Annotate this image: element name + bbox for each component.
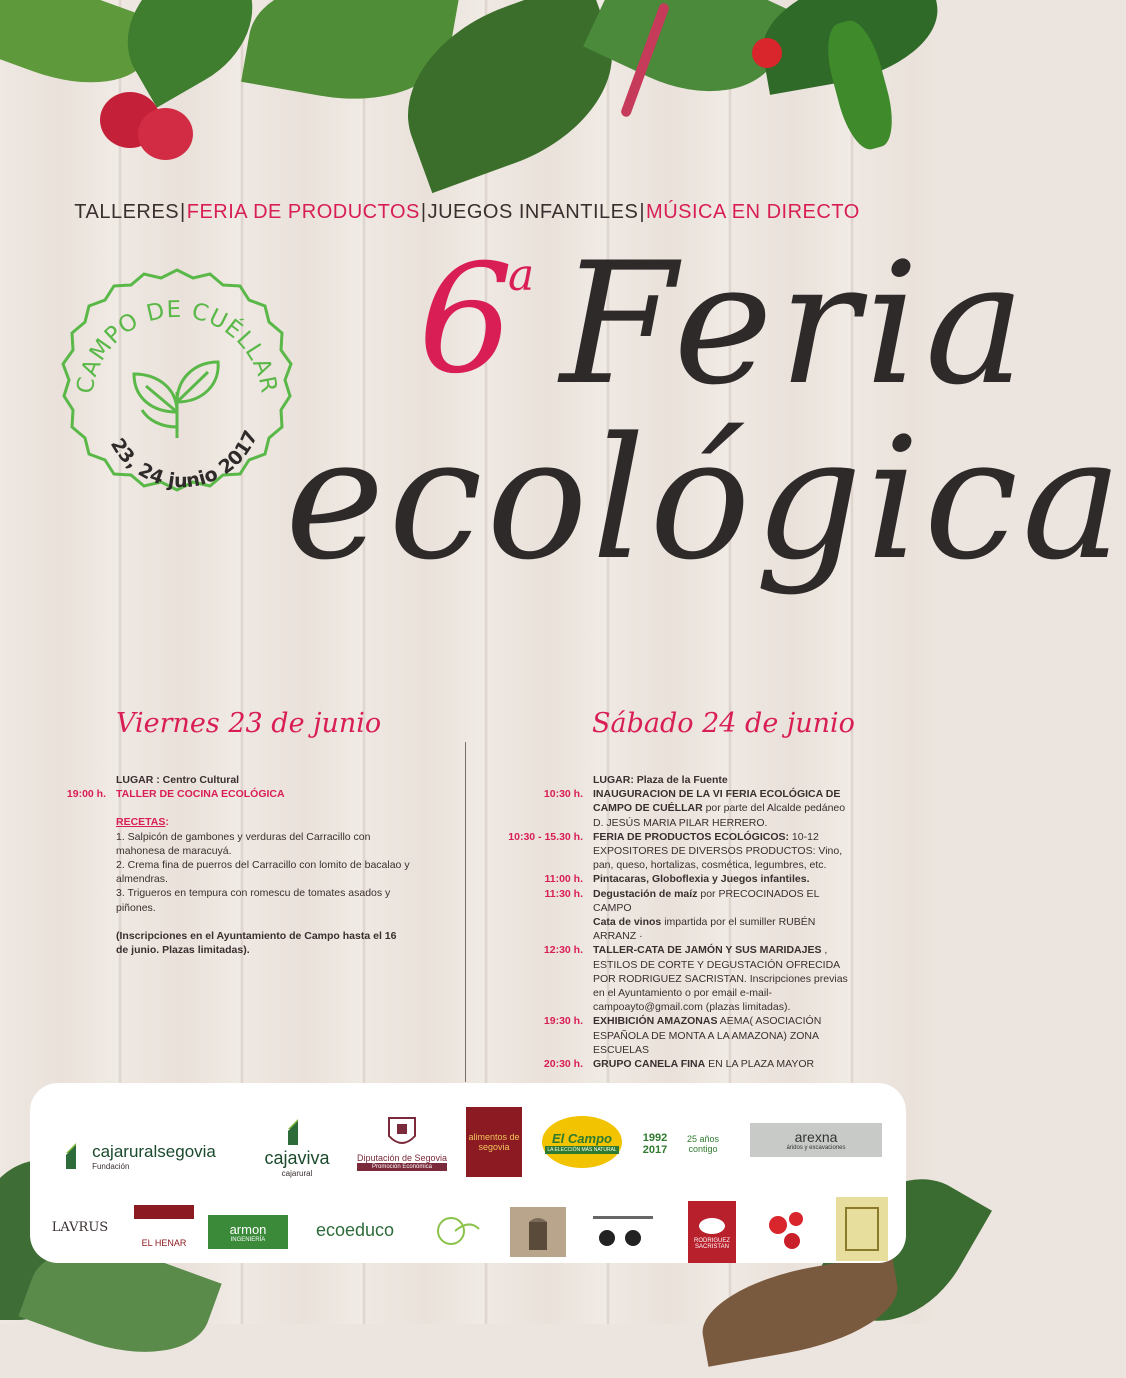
recipes-label: RECETAS xyxy=(116,816,166,829)
sponsor-alimentos-logo xyxy=(466,1107,522,1177)
sponsor-sub: Promoción Económica xyxy=(357,1163,447,1171)
event-time: 20:30 h. xyxy=(543,1058,583,1071)
event-text: EN LA PLAZA MAYOR xyxy=(705,1058,815,1071)
sponsor-name: cajaruralsegovia xyxy=(92,1141,216,1161)
sponsor-sub: 25 años contigo xyxy=(686,1134,720,1154)
sponsor-name: 1992 2017 xyxy=(642,1132,668,1156)
title-ordinal: a xyxy=(508,250,535,301)
chickens-icon xyxy=(583,1212,663,1252)
campo-de-cuellar-stamp xyxy=(46,262,308,524)
friday-heading: Viernes 23 de junio xyxy=(116,708,382,739)
saturday-event-row xyxy=(543,943,855,1014)
sponsor-rodriguez-logo xyxy=(688,1201,736,1263)
sponsor-label-logo xyxy=(836,1197,888,1261)
leaf-circle-icon xyxy=(433,1213,483,1249)
sponsor-name: Diputación de Segovia xyxy=(356,1152,448,1163)
taglines xyxy=(0,201,934,224)
tagline-separator: | xyxy=(420,201,427,223)
friday-event: TALLER DE COCINA ECOLÓGICA xyxy=(116,788,285,801)
sponsor-chicken-logo xyxy=(578,1207,668,1257)
event-text: por PRECOCINADOS EL CAMPO xyxy=(593,887,820,914)
tagline-separator: | xyxy=(639,201,646,223)
saturday-events xyxy=(508,787,855,1071)
event-text: AEMA( ASOCIACIÓN ESPAÑOLA DE MONTA A LA AMAZONA) ZONA ESCUELAS xyxy=(593,1015,822,1056)
title-line-1: Feria xyxy=(560,226,1031,422)
friday-time: 19:00 h. xyxy=(66,788,106,801)
event-title: Pintacaras, Globoflexia y Juegos infantiles. xyxy=(593,873,810,886)
event-time: 11:30 h. xyxy=(544,887,583,900)
coat-of-arms-icon xyxy=(387,1116,417,1150)
saturday-event-row xyxy=(543,787,855,830)
event-time: 10:30 h. xyxy=(543,788,583,801)
sponsor-poppies-photo xyxy=(758,1203,814,1259)
friday-location: LUGAR : Centro Cultural xyxy=(116,774,240,786)
sponsor-name: alimentos de segovia xyxy=(468,1132,520,1152)
poppies-icon xyxy=(758,1203,814,1259)
event-title: Cata de vinos xyxy=(593,916,662,929)
event-title: Degustación de maíz xyxy=(593,887,698,900)
saturday-heading: Sábado 24 de junio xyxy=(592,708,855,739)
saturday-event-row xyxy=(508,830,855,873)
tagline-juegos: JUEGOS INFANTILES xyxy=(427,201,639,223)
sponsor-name: EL HENAR xyxy=(141,1238,187,1248)
sponsor-name: RODRIGUEZ SACRISTAN xyxy=(694,1238,730,1250)
stamp-dates-text: 23, 24 junio 2017 xyxy=(106,427,263,493)
sponsor-sub: INGENIERÍA xyxy=(230,1236,266,1243)
sponsor-elhenar-logo xyxy=(134,1205,194,1267)
event-text: por parte del Alcalde pedáneo D. JESÚS MARIA PILAR HERRERO. xyxy=(593,802,846,829)
event-title: GRUPO CANELA FINA xyxy=(593,1058,706,1071)
title-edition-number: 6 xyxy=(418,233,514,407)
recipe-item: 1. Salpicón de gambones y verduras del Carracillo con mahonesa de maracuyá. xyxy=(116,830,371,857)
sponsor-elcampo-logo xyxy=(540,1111,624,1173)
event-text: impartida por el sumiller RUBÉN ARRANZ · xyxy=(593,916,816,943)
svg-text:23, 24 junio 2017 xyxy=(106,427,262,492)
sponsor-cajaviva-logo xyxy=(252,1113,342,1183)
sponsor-sub: cajarural xyxy=(281,1168,313,1178)
sponsor-ecoeduco-logo xyxy=(300,1213,410,1247)
sponsor-arexna-logo xyxy=(750,1123,882,1157)
sponsor-name: LAVRUS xyxy=(51,1219,109,1235)
recipe-item: 2. Crema fina de puerros del Carracillo con lomito de bacalao y almendras. xyxy=(116,859,410,886)
sponsor-lavrus-logo xyxy=(40,1203,120,1251)
svg-text:CAMPO DE CUÉLLAR xyxy=(72,297,282,396)
tagline-feria-productos: FERIA DE PRODUCTOS xyxy=(186,201,420,223)
saturday-event-row xyxy=(593,915,855,943)
sponsor-sub: Fundación xyxy=(92,1161,130,1171)
program-divider xyxy=(465,742,466,1082)
title-line-2: ecológica xyxy=(285,401,1126,597)
event-text: , ESTILOS DE CORTE Y DEGUSTACIÓN OFRECIDA POR RODRIGUEZ SACRISTAN. Inscripciones previas en el Ayuntamiento o por email e-mail-campoayto@gmail.com (plazas limitadas). xyxy=(593,944,848,1014)
event-title: TALLER-CATA DE JAMÓN Y SUS MARIDAJES xyxy=(593,944,822,957)
tagline-separator: | xyxy=(180,201,186,223)
tagline-musica: MÚSICA EN DIRECTO xyxy=(646,201,860,223)
event-time: 10:30 - 15.30 h. xyxy=(508,830,583,843)
sponsor-armon-logo xyxy=(208,1215,288,1249)
sponsor-name: arexna xyxy=(794,1129,838,1145)
stamp-place-text: CAMPO DE CUÉLLAR xyxy=(72,296,282,396)
cajarural-icon xyxy=(64,1141,86,1171)
ornate-label-icon xyxy=(842,1204,882,1254)
saturday-event-row xyxy=(543,1057,855,1071)
event-text: 10-12 EXPOSITORES DE DIVERSOS PRODUCTOS: Vino, pan, queso, hortalizas, cosmética, legumbres, etc. xyxy=(593,830,843,872)
sponsor-sub: LA ELECCIÓN MÁS NATURAL xyxy=(547,1146,617,1153)
sponsor-name: cajaviva xyxy=(264,1147,330,1168)
saturday-event-row xyxy=(544,887,855,915)
tagline-talleres: TALLERES xyxy=(74,201,180,223)
stamp-graphic xyxy=(46,262,308,524)
sponsor-diputacion-logo xyxy=(352,1103,452,1183)
sponsor-name: El Campo xyxy=(552,1130,612,1146)
saturday-location: LUGAR: Plaza de la Fuente xyxy=(593,774,728,786)
sponsors-panel xyxy=(30,1083,906,1263)
sponsor-cajarural-logo xyxy=(40,1131,240,1181)
friday-note: (Inscripciones en el Ayuntamiento de Campo hasta el 16 de junio. Plazas limitadas). xyxy=(116,929,397,957)
friday-program: LUGAR : Centro Cultural 19:00 h. TALLER DE COCINA ECOLÓGICA RECETAS: 1. Salpicón de gambones y verduras del Carracillo con mahonesa de maracuyá. 2. Crema fina de puerros del Carracillo con lomito de bacalao y almendras. 3. Trigueros en tempura con romescu de tomates asados y piñones. (Inscripciones en el Ayuntamiento de Campo hasta el 16 de junio. Plazas limitadas). xyxy=(116,773,411,957)
recipe-item: 3. Trigueros en tempura con romescu de tomates asados y piñones. xyxy=(116,887,391,914)
saturday-program xyxy=(508,773,855,1071)
cajaviva-icon xyxy=(286,1119,308,1145)
event-time: 11:00 h. xyxy=(544,873,583,886)
doorway-icon xyxy=(523,1214,553,1250)
event-title: INAUGURACION DE LA VI FERIA ECOLÓGICA DE CAMPO DE CUÉLLAR xyxy=(593,788,841,815)
event-title: EXHIBICIÓN AMAZONAS xyxy=(593,1015,718,1028)
plant-sprout-icon xyxy=(134,362,218,438)
sponsor-name: armon xyxy=(229,1221,267,1237)
saturday-event-row xyxy=(543,1014,855,1057)
saturday-event-row xyxy=(544,872,855,886)
sponsor-building-photo xyxy=(510,1207,566,1257)
pig-icon xyxy=(697,1214,727,1236)
sponsor-sub: áridos y excavaciones xyxy=(786,1145,846,1151)
sponsor-name: ecoeduco xyxy=(315,1219,395,1240)
sponsor-leaf-logo xyxy=(425,1211,491,1251)
event-time: 19:30 h. xyxy=(543,1015,583,1028)
sponsor-anniversary-logo xyxy=(632,1119,732,1169)
event-time: 12:30 h. xyxy=(543,944,583,957)
event-title: FERIA DE PRODUCTOS ECOLÓGICOS: xyxy=(593,830,790,843)
